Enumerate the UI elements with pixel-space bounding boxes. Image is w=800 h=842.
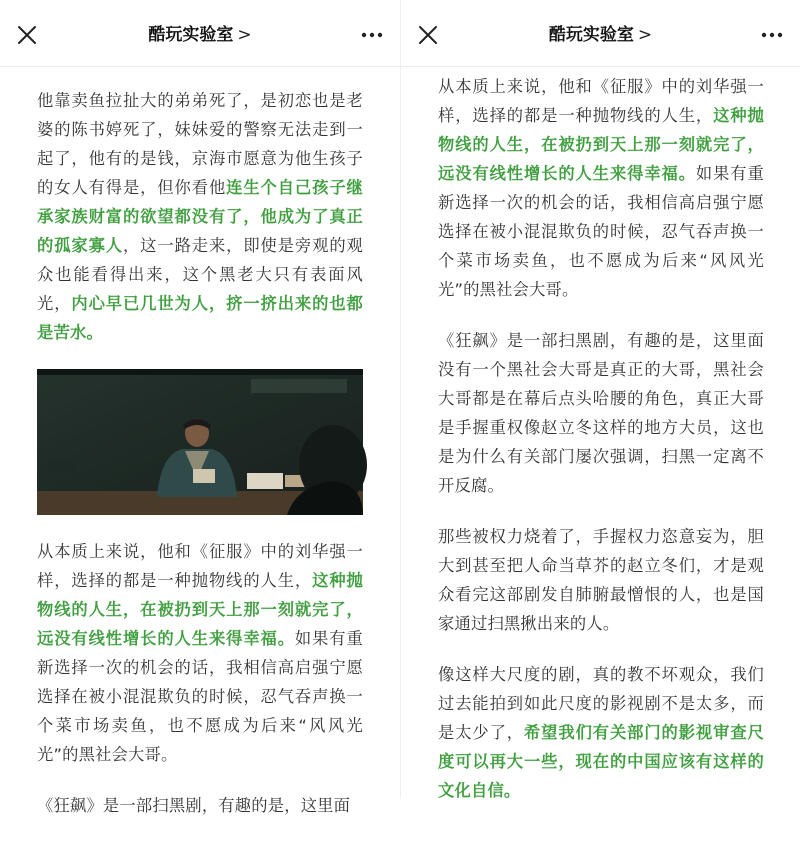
text: 从本质上来说，他和《征服》中的刘华强一样，选择的都是一种抛物线的人生， [37,542,363,590]
article-body [438,72,764,827]
paragraph [438,660,764,805]
text: 《狂飙》是一部扫黑剧，有趣的是，这里面没有一个黑社会大哥是真正的大哥，黑社会大哥都是在幕后点头哈腰的角色，真正大哥是手握重权像赵立冬这样的地方大员，这也是为什么有关部门屡次强调，扫黑一定离不开反腐。 [438,331,764,495]
text: 如果有重新选择一次的机会的话，我相信高启强宁愿选择在被小混混欺负的时候，忍气吞声换一个菜市场卖鱼，也不愿成为后来“风风光光”的黑社会大哥。 [438,164,764,299]
highlight-text: 这种抛物线的人生，在被扔到天上那一刻就完了，远没有线性增长的人生来得幸福。 [37,571,363,648]
account-title[interactable] [401,24,800,46]
paragraph [438,326,764,500]
account-name[interactable]: 酷玩实验室 [148,25,234,45]
text: 从本质上来说，他和《征服》中的刘华强一样，选择的都是一种抛物线的人生， [438,77,764,125]
chevron-right-icon: > [637,25,653,45]
article-panel-left [0,0,400,815]
scene-photo[interactable] [37,369,363,515]
highlight-text: 希望我们有关部门的影视审查尺度可以再大一些，现在的中国应该有这样的文化自信。 [438,723,764,800]
text: 那些被权力烧着了，手握权力恣意妄为，胆大到甚至把人命当草芥的赵立冬们，才是观众看完这部剧发自肺腑最憎恨的人，也是国家通过扫黑揪出来的人。 [438,527,764,633]
account-name[interactable]: 酷玩实验室 [548,25,634,45]
text: 他靠卖鱼拉扯大的弟弟死了，是初恋也是老婆的陈书婷死了，妹妹爱的警察无法走到一起了，他有的是钱，京海市愿意为他生孩子的女人有得是，但你看他 [37,91,363,197]
highlight-text: 内心早已几世为人，挤一挤出来的也都是苦水。 [37,294,363,342]
highlight-text: 连生个自己孩子继承家族财富的欲望都没有了，他成为了真正的孤家寡人 [37,178,364,255]
paragraph [438,522,764,638]
paragraph [37,537,363,769]
nav-bar [0,0,400,67]
paragraph [37,791,363,820]
highlight-text: 这种抛物线的人生，在被扔到天上那一刻就完了，远没有线性增长的人生来得幸福。 [438,106,764,183]
paragraph [438,72,764,304]
article-body [37,86,363,842]
article-panel-right [400,0,800,799]
text: 《狂飙》是一部扫黑剧，有趣的是，这里面 [37,796,351,815]
more-icon[interactable] [360,26,384,44]
text: 如果有重新选择一次的机会的话，我相信高启强宁愿选择在被小混混欺负的时候，忍气吞声换一个菜市场卖鱼，也不愿成为后来“风风光光”的黑社会大哥。 [37,629,363,764]
text: 像这样大尺度的剧，真的教不坏观众，我们过去能拍到如此尺度的影视剧不是太多，而是太少了， [438,665,764,742]
chevron-right-icon: > [237,25,252,45]
more-icon[interactable] [760,26,784,44]
nav-bar [401,0,800,67]
text: ，这一路走来，即使是旁观的观众也能看得出来，这个黑老大只有表面风光， [37,236,363,313]
paragraph [37,86,363,347]
account-title[interactable] [0,24,400,46]
